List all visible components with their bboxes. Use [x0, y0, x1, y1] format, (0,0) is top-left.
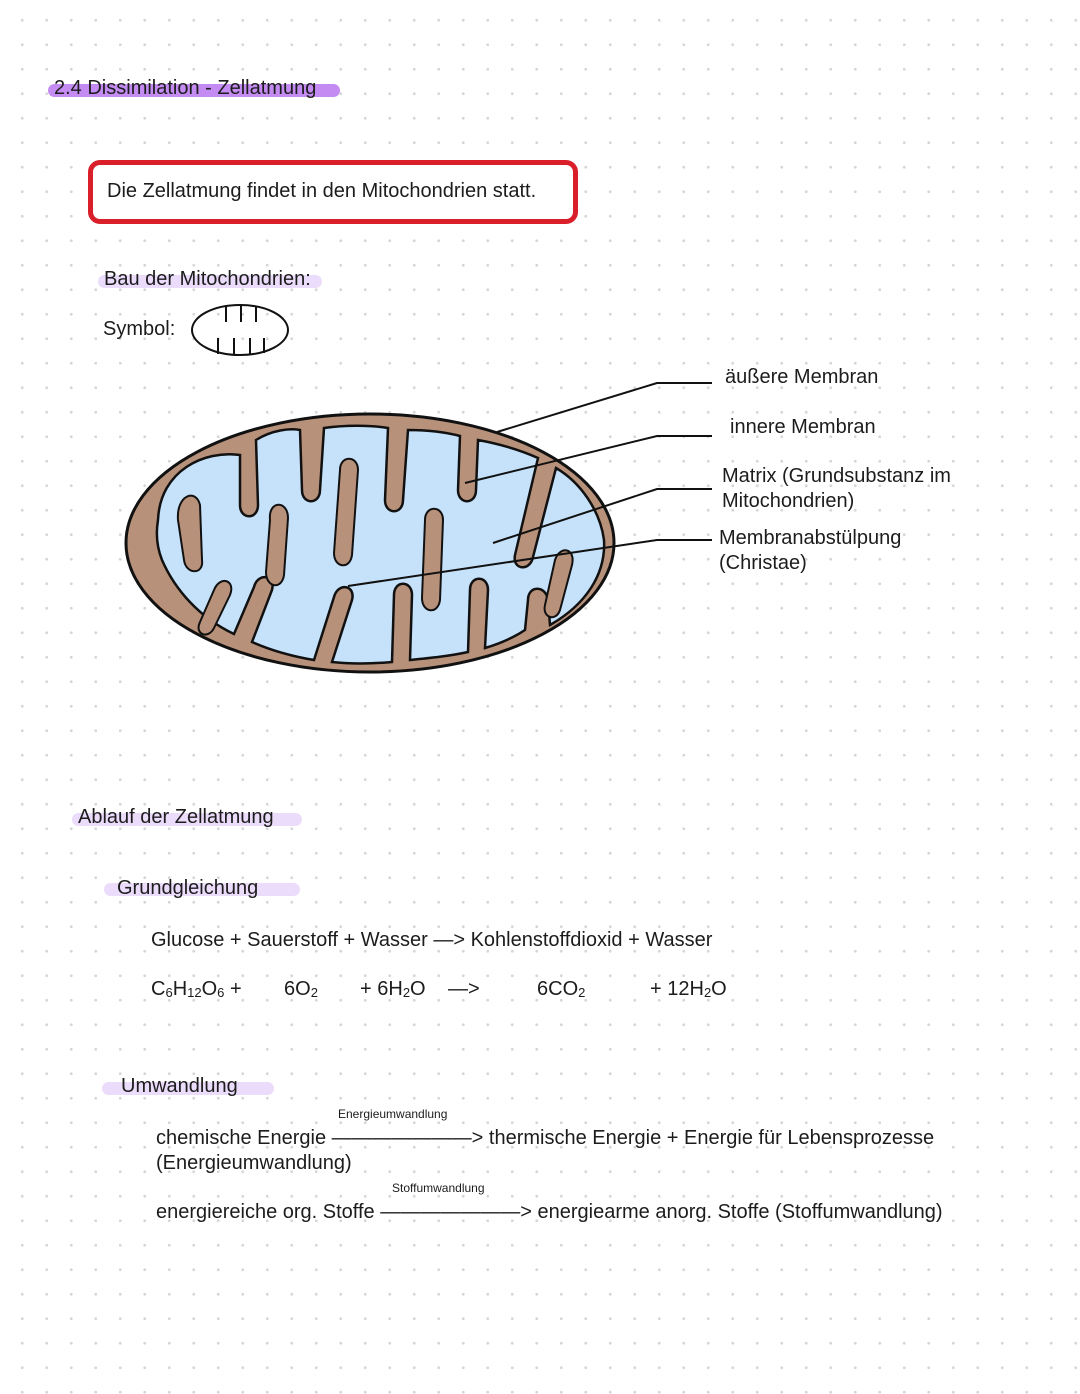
formula-water-out: + $12H_2O$ — [650, 978, 727, 1000]
word-equation: Glucose + Sauerstoff + Wasser —> Kohlenstoffdioxid + Wasser — [151, 929, 713, 951]
formula-glucose: $C_6H_{12}O_6$ + — [151, 978, 242, 1000]
energy-note: (Energieumwandlung) — [156, 1152, 352, 1174]
formula-co2: $6CO_2$ — [537, 978, 586, 1000]
stoff-right: energiearme anorg. Stoffe (Stoffumwandlung) — [537, 1201, 943, 1223]
outer-membrane — [126, 414, 614, 672]
label-cristae-line1: Membranabstülpung — [719, 527, 902, 549]
label-cristae-line2: (Christae) — [719, 552, 807, 574]
stoff-left: energiereiche org. Stoffe — [156, 1201, 375, 1223]
formula-arrow: —> — [448, 978, 480, 1000]
matrix-area — [157, 426, 604, 664]
label-inner-membrane: innere Membran — [730, 416, 876, 438]
bau-heading: Bau der Mitochondrien: — [104, 268, 311, 290]
energy-small-label: Energieumwandlung — [338, 1107, 448, 1121]
section-title: 2.4 Dissimilation - Zellatmung — [54, 77, 317, 99]
formula-water-in: + $6H_2O$ — [360, 978, 426, 1000]
energy-left: chemische Energie — [156, 1127, 327, 1149]
symbol-label: Symbol: — [103, 318, 176, 340]
stoff-line — [156, 1201, 943, 1224]
grund-heading: Grundgleichung — [117, 877, 259, 899]
callout-text: Die Zellatmung findet in den Mitochondrien statt. — [107, 180, 537, 202]
energy-arrow: ———————> — [331, 1127, 484, 1149]
formula-oxygen: $6O_2$ — [284, 978, 318, 1000]
stoff-small-label: Stoffumwandlung — [392, 1181, 485, 1195]
label-outer-membrane: äußere Membran — [725, 366, 879, 388]
umw-heading: Umwandlung — [121, 1075, 238, 1097]
stoff-arrow: ———————> — [380, 1201, 532, 1223]
ablauf-heading: Ablauf der Zellatmung — [78, 806, 274, 828]
label-matrix-line2: Mitochondrien) — [722, 490, 855, 512]
energy-right: thermische Energie + Energie für Lebensprozesse — [488, 1127, 935, 1149]
label-matrix-line1: Matrix (Grundsubstanz im — [722, 465, 951, 487]
energy-line — [156, 1127, 934, 1150]
callout-box — [88, 160, 578, 224]
